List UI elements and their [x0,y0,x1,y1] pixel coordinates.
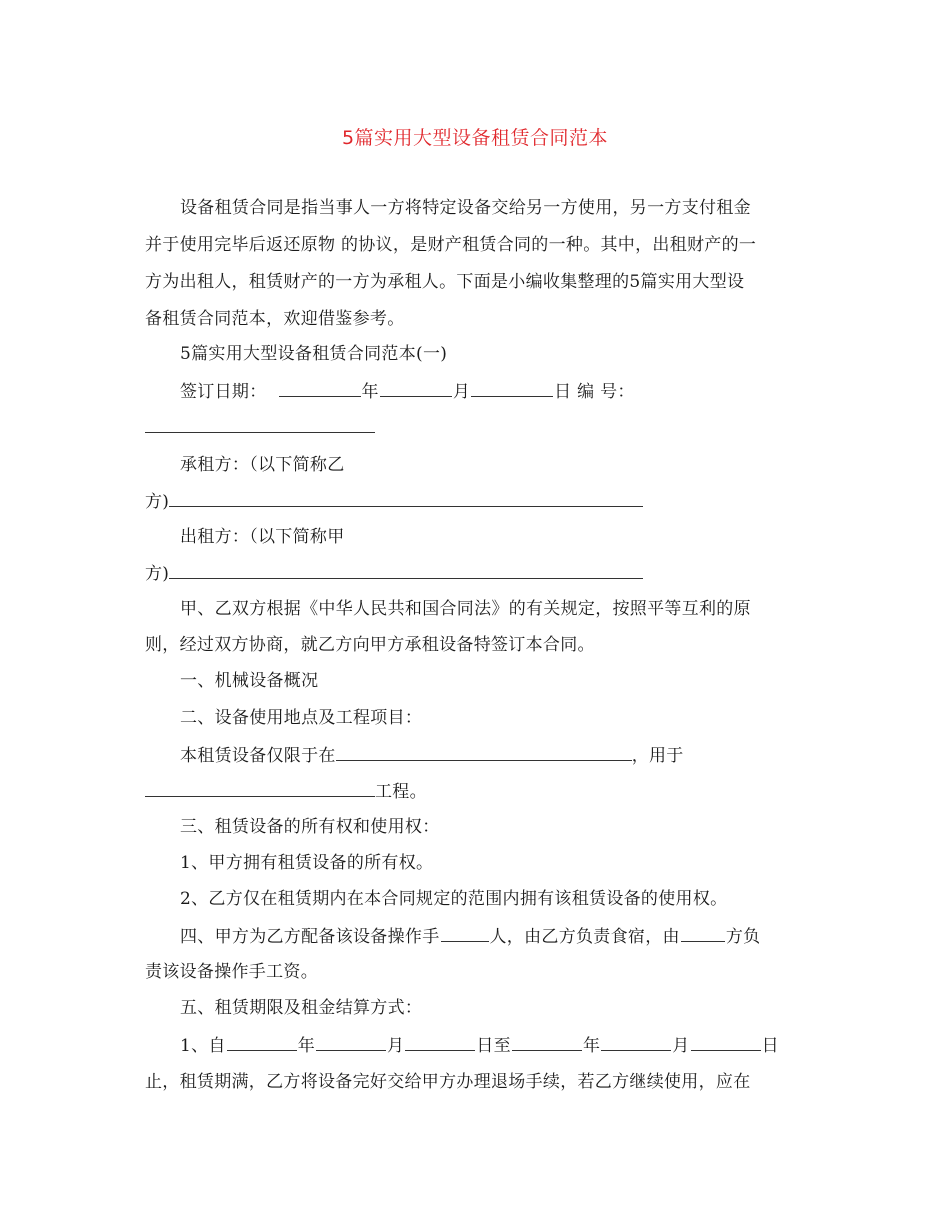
lessee-line [145,490,643,513]
clause-text-part: 日至 [476,1036,511,1056]
lessee-cont: 方) [145,492,170,512]
clause-text [145,780,427,803]
year-label: 年 [582,1036,601,1056]
preamble-line: 则，经过双方协商，就乙方向甲方承租设备特签订本合同。 [145,635,595,655]
clause-text-part: 本租赁设备仅限于在 [180,746,336,766]
clause-text: 1、甲方拥有租赁设备的所有权。 [180,853,434,873]
clause-text-part: 日 [761,1036,779,1056]
blank-line [316,1034,386,1051]
blank-line [145,780,375,797]
clause-text-part: 人，由乙方负责食宿，由 [489,927,680,947]
sign-date-line [180,380,635,403]
blank-line [380,380,452,397]
intro-line: 设备租赁合同是指当事人一方将特定设备交给另一方使用，另一方支付租金 [180,198,751,218]
clause-text-part: 四、甲方为乙方配备该设备操作手 [180,927,440,947]
lessor-label: 出租方：（以下简称甲 [180,527,345,547]
month-label: 月 [672,1036,690,1056]
clause-text: 2、乙方仅在租赁期内在本合同规定的范围内拥有该租赁设备的使用权。 [180,889,728,909]
blank-line [512,1034,582,1051]
blank-line [441,925,489,942]
blank-line [471,380,553,397]
sign-date-label: 签订日期： [180,382,267,402]
blank-line [405,1034,475,1051]
blank-line [279,380,361,397]
blank-line [145,416,375,433]
intro-line: 方为出租人，租赁财产的一方为承租人。下面是小编收集整理的5篇实用大型设 [145,272,745,292]
clause-text: 止，租赁期满，乙方将设备完好交给甲方办理退场手续，若乙方继续使用，应在 [145,1072,751,1092]
lessor-line [145,562,643,585]
intro-line: 并于使用完毕后返还原物 的协议，是财产租赁合同的一种。其中，出租财产的一 [145,235,757,255]
year-label: 年 [361,382,379,402]
clause-text [180,925,760,948]
blank-line [691,1034,761,1051]
clause-text-part: 方负 [725,927,761,947]
month-label: 月 [452,382,471,402]
clause-text-part: ，用于 [631,746,684,766]
blank-line [681,925,725,942]
blank-line [169,490,643,507]
clause-heading: 三、租赁设备的所有权和使用权： [180,817,440,837]
lessee-label: 承租方：（以下简称乙 [180,455,345,475]
month-label: 月 [387,1036,405,1056]
intro-line: 备租赁合同范本，欢迎借鉴参考。 [145,309,405,329]
clause-heading: 一、机械设备概况 [180,671,319,691]
blank-line [169,562,643,579]
preamble-line: 甲、乙双方根据《中华人民共和国合同法》的有关规定，按照平等互利的原 [180,599,751,619]
year-label: 年 [297,1036,316,1056]
blank-line [227,1034,297,1051]
clause-text-part: 工程。 [375,782,427,802]
section-title: 5篇实用大型设备租赁合同范本(一) [180,344,448,364]
clause-heading: 五、租赁期限及租金结算方式： [180,998,423,1018]
blank-line [336,744,632,761]
clause-text [180,1034,779,1057]
clause-text-part: 1、自 [180,1036,226,1056]
day-number-label: 日 编 号： [554,382,635,402]
lessor-cont: 方) [145,564,170,584]
clause-heading: 二、设备使用地点及工程项目： [180,708,423,728]
clause-text [180,744,684,767]
sign-number-line [145,416,375,439]
blank-line [601,1034,671,1051]
clause-text: 责该设备操作手工资。 [145,962,318,982]
document-title: 5篇实用大型设备租赁合同范本 [341,127,609,149]
